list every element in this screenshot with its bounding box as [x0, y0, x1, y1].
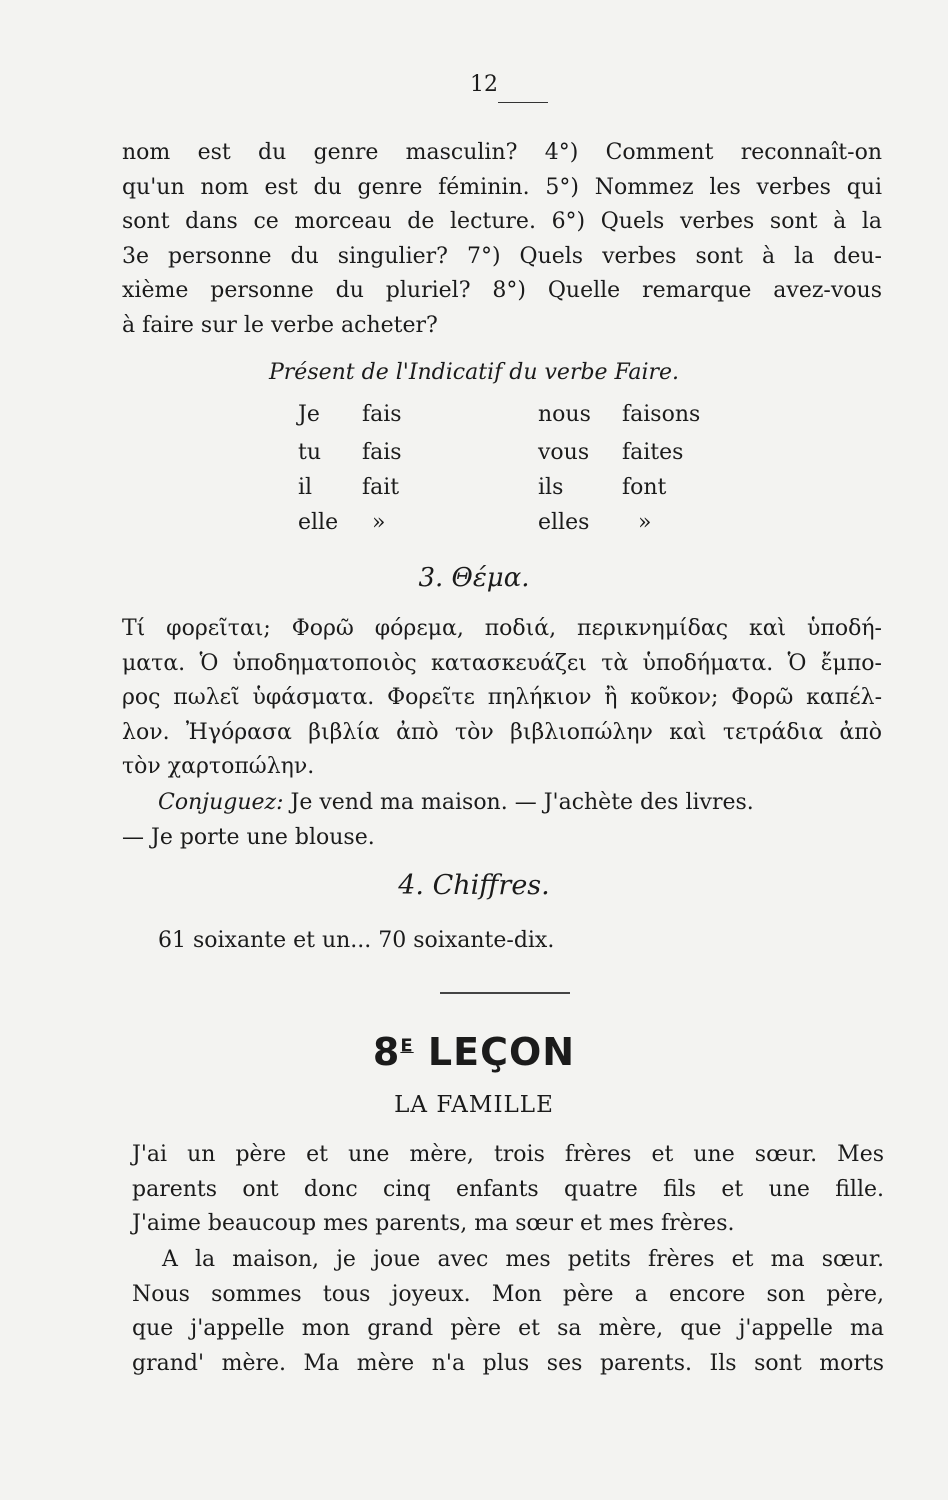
text-line: qu'un nom est du genre féminin. 5°) Nommez les verbes qui [122, 174, 882, 200]
text-line: Nous sommes tous joyeux. Mon père a encore son père, [132, 1281, 884, 1307]
ditto-mark: » [372, 510, 386, 535]
numbers-line: 61 soixante et un... 70 soixante-dix. [158, 928, 555, 953]
text-line: parents ont donc cinq enfants quatre fils et une fille. [132, 1176, 884, 1202]
verb-form: faisons [622, 402, 701, 427]
pronoun: ils [538, 475, 564, 500]
ditto-mark: » [638, 510, 652, 535]
lesson-ordinal: E [400, 1035, 414, 1057]
text-line: Τί φορεῖται; Φορῶ φόρεμα, ποδιά, περικνημίδας καὶ ὑποδή- [122, 616, 882, 641]
verb-form: font [622, 475, 667, 500]
text-line: ρος πωλεῖ ὑφάσματα. Φορεῖτε πηλήκιον ἢ κοῦκον; Φορῶ καπέλ- [122, 685, 882, 710]
pronoun: Je [298, 402, 320, 427]
greek-paragraph [122, 612, 882, 785]
section-4-title: 4. Chiffres. [398, 870, 550, 901]
conjuguez-exercise [122, 786, 882, 855]
lesson-paragraph-1 [132, 1138, 884, 1242]
text-line: J'aime beaucoup mes parents, ma sœur et mes frères. [132, 1211, 735, 1236]
text-line: τὸν χαρτοπώλην. [122, 754, 315, 779]
verb-form: faites [622, 440, 684, 465]
text-line: grand' mère. Ma mère n'a plus ses parents. Ils sont morts [132, 1350, 884, 1376]
text-line: ματα. Ὁ ὑποδηματοποιὸς κατασκευάζει τὰ ὑποδήματα. Ὁ ἔμπο- [122, 650, 882, 676]
page-number-rule [498, 102, 548, 103]
text-line: xième personne du pluriel? 8°) Quelle remarque avez-vous [122, 278, 882, 303]
text-line: 3e personne du singulier? 7°) Quels verbes sont à la deu- [122, 243, 882, 269]
conjuguez-text: Je vend ma maison. — J'achète des livres. [290, 790, 754, 815]
lesson-heading [0, 1030, 948, 1074]
verb-form: fait [362, 475, 400, 500]
page-number: 12 [470, 72, 498, 97]
section-3-title: 3. Θέμα. [418, 563, 530, 593]
text-line: nom est du genre masculin? 4°) Comment reconnaît-on [122, 140, 882, 165]
pronoun: elles [538, 510, 590, 535]
text-line: à faire sur le verbe acheter? [122, 312, 438, 338]
questions-paragraph [122, 136, 882, 343]
text-line: λον. Ἠγόρασα βιβλία ἀπὸ τὸν βιβλιοπώλην καὶ τετράδια ἀπὸ [122, 719, 882, 745]
section-divider [440, 992, 570, 994]
pronoun: tu [298, 440, 322, 465]
lesson-number: 8 [372, 1030, 401, 1074]
text-line: sont dans ce morceau de lecture. 6°) Quels verbes sont à la [122, 209, 882, 234]
text-line: J'ai un père et une mère, trois frères et une sœur. Mes [132, 1142, 884, 1167]
pronoun: nous [538, 402, 591, 427]
pronoun: il [298, 475, 313, 500]
lesson-subtitle: LA FAMILLE [394, 1092, 554, 1118]
text-line: que j'appelle mon grand père et sa mère, que j'appelle ma [132, 1316, 884, 1341]
conjuguez-label: Conjuguez: [158, 790, 284, 815]
lesson-paragraph-2 [132, 1243, 884, 1381]
conjugation-title: Présent de l'Indicatif du verbe Faire. [268, 360, 680, 385]
text-line: A la maison, je joue avec mes petits frères et ma sœur. [162, 1247, 884, 1272]
pronoun: elle [298, 510, 339, 535]
conjuguez-line: — Je porte une blouse. [122, 824, 375, 850]
lesson-title: LEÇON [427, 1030, 576, 1074]
verb-form: fais [362, 440, 402, 465]
conjuguez-line [122, 786, 882, 821]
pronoun: vous [538, 440, 590, 465]
verb-form: fais [362, 402, 402, 427]
